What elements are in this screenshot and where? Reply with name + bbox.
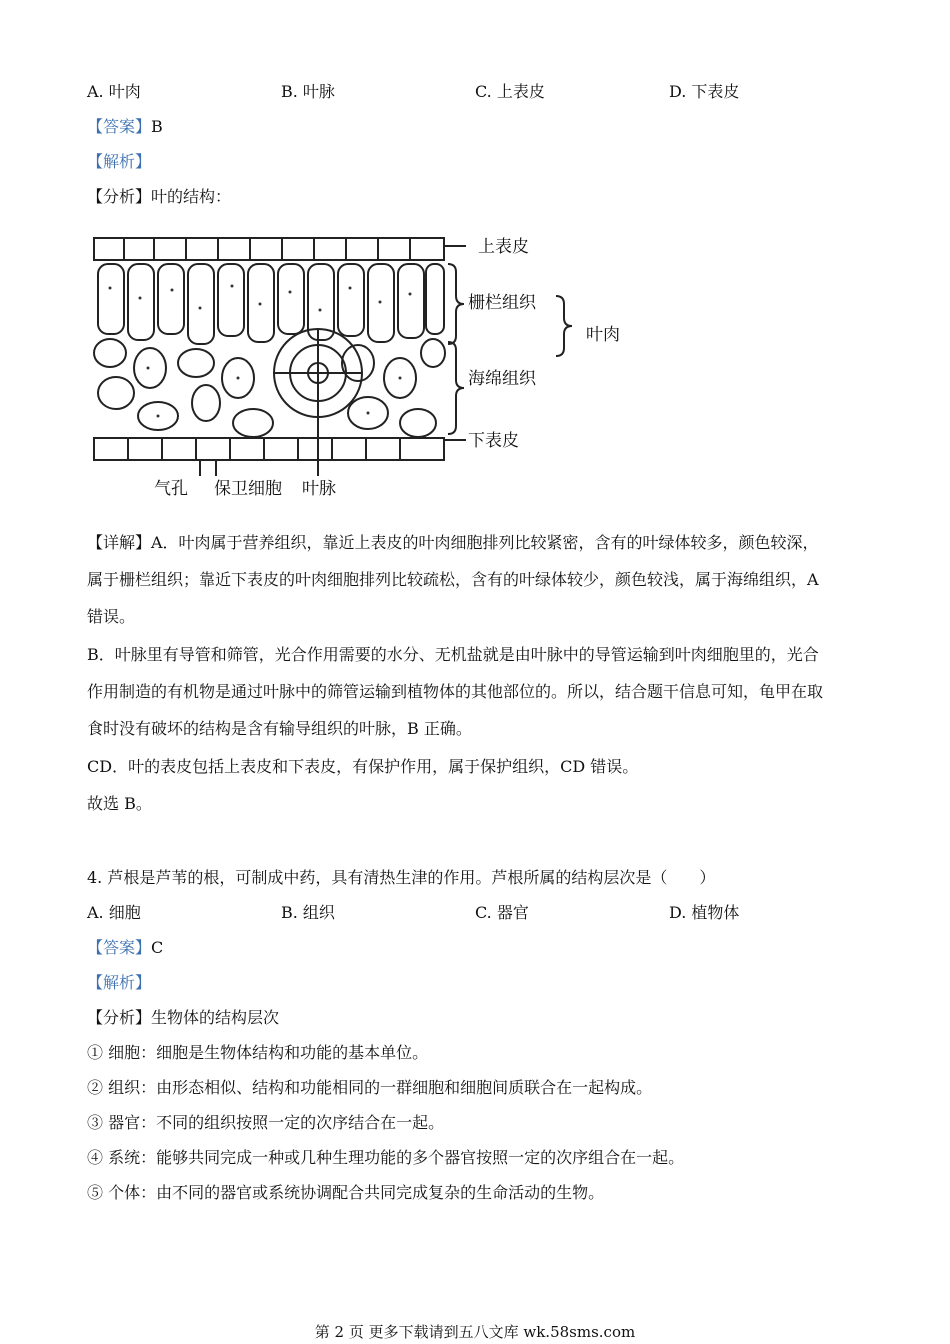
q4-answer: 【答案】C bbox=[87, 938, 164, 957]
q4-option-c: C. 器官 bbox=[475, 903, 529, 922]
q4-item-4: ④ 系统：能够共同完成一种或几种生理功能的多个器官按照一定的次序组合在一起。 bbox=[87, 1148, 685, 1167]
q3-detail-line-1: 【详解】A．叶肉属于营养组织，靠近上表皮的叶肉细胞排列比较紧密，含有的叶绿体较多，颜色较深， bbox=[87, 533, 819, 552]
q3-option-b: B. 叶脉 bbox=[281, 82, 335, 101]
q4-item-3: ③ 器官：不同的组织按照一定的次序结合在一起。 bbox=[87, 1113, 445, 1132]
q4-option-b: B. 组织 bbox=[281, 903, 335, 922]
label-guard-cell: 保卫细胞 bbox=[214, 479, 282, 499]
label-vein: 叶脉 bbox=[302, 479, 336, 499]
label-mesophyll: 叶肉 bbox=[586, 325, 620, 345]
q3-detail-line-3: 错误。 bbox=[87, 607, 136, 626]
q3-option-d: D. 下表皮 bbox=[669, 82, 740, 101]
q4-item-1: ① 细胞：细胞是生物体结构和功能的基本单位。 bbox=[87, 1043, 429, 1062]
label-spongy: 海绵组织 bbox=[468, 369, 536, 389]
q3-b-line-1: B．叶脉里有导管和筛管，光合作用需要的水分、无机盐就是由叶脉中的导管运输到叶肉细胞里的，光合 bbox=[87, 645, 819, 664]
leaf-structure-figure bbox=[88, 228, 648, 503]
q4-analysis-head: 【分析】生物体的结构层次 bbox=[87, 1008, 280, 1027]
q4-option-a: A. 细胞 bbox=[87, 903, 141, 922]
q3-b-line-3: 食时没有破坏的结构是含有输导组织的叶脉，B 正确。 bbox=[87, 719, 472, 738]
q3-cd-line: CD．叶的表皮包括上表皮和下表皮，有保护作用，属于保护组织，CD 错误。 bbox=[87, 757, 639, 776]
q3-option-c: C. 上表皮 bbox=[475, 82, 545, 101]
q3-analysis-tag: 【解析】 bbox=[87, 152, 152, 171]
q4-option-d: D. 植物体 bbox=[669, 903, 740, 922]
q3-final: 故选 B。 bbox=[87, 794, 152, 813]
q4-analysis-tag: 【解析】 bbox=[87, 973, 152, 992]
q4-item-5: ⑤ 个体：由不同的器官或系统协调配合共同完成复杂的生命活动的生物。 bbox=[87, 1183, 605, 1202]
q3-analysis-head: 【分析】叶的结构： bbox=[87, 187, 232, 206]
label-lower-epidermis: 下表皮 bbox=[468, 431, 519, 451]
label-upper-epidermis: 上表皮 bbox=[478, 237, 529, 257]
q4-stem: 4. 芦根是芦苇的根，可制成中药，具有清热生津的作用。芦根所属的结构层次是（ ） bbox=[87, 868, 716, 887]
q3-b-line-2: 作用制造的有机物是通过叶脉中的筛管运输到植物体的其他部位的。所以，结合题干信息可知，龟甲在取 bbox=[87, 682, 824, 701]
q3-option-a: A. 叶肉 bbox=[87, 82, 141, 101]
q3-detail-line-2: 属于栅栏组织；靠近下表皮的叶肉细胞排列比较疏松，含有的叶绿体较少，颜色较浅，属于海绵组织，A bbox=[87, 570, 819, 589]
page-footer: 第 2 页 更多下载请到五八文库 wk.58sms.com bbox=[314, 1323, 636, 1341]
q4-item-2: ② 组织：由形态相似、结构和功能相同的一群细胞和细胞间质联合在一起构成。 bbox=[87, 1078, 653, 1097]
q3-answer: 【答案】B bbox=[87, 117, 163, 136]
label-palisade: 栅栏组织 bbox=[468, 293, 536, 313]
label-stoma: 气孔 bbox=[154, 479, 188, 499]
